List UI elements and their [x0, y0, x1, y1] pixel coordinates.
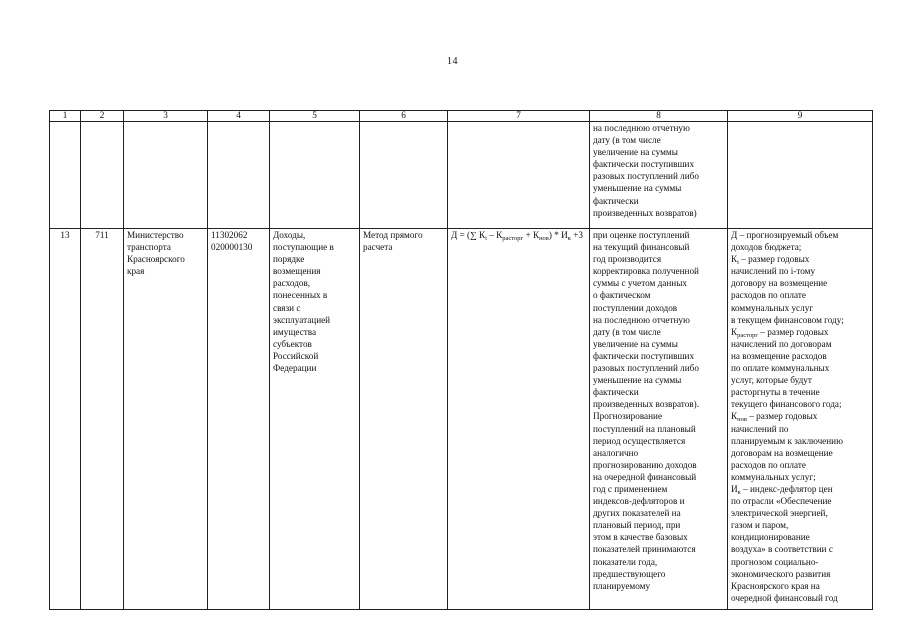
income-name-cell: Доходы, поступающие в порядке возмещения расходов, понесенных в связи с эксплуатацией имущества субъектов Российской Федерации — [270, 229, 360, 610]
column-number-row — [50, 111, 873, 122]
column-header: 4 — [208, 111, 270, 122]
table-cell — [81, 122, 124, 229]
legend-ik: – индекс-дефлятор цен по отрасли «Обеспечение электрической энергией, газом и паром, кондиционирование воздуха» в соответствии с прогнозом социально- экономического развития Красноярского края на очередной финансовый год — [731, 483, 838, 603]
column-header: 9 — [728, 111, 873, 122]
formula-subscript: нов — [539, 235, 549, 242]
formula-part: – К — [486, 230, 503, 240]
legend-kn: – размер годовых начислений по планируемым к заключению договорам на возмещение расходов по оплате коммунальных услуг; — [731, 411, 843, 482]
row-number-cell: 13 — [50, 229, 81, 610]
formula-subscript: i — [485, 235, 487, 242]
column-header: 8 — [590, 111, 728, 122]
legend-subscript: расторг — [737, 331, 759, 339]
formula-subscript: к — [567, 235, 571, 242]
page-number: 14 — [447, 56, 458, 67]
table-cell — [728, 122, 873, 229]
formula-cell — [448, 229, 590, 610]
legend-subscript: к — [737, 488, 741, 496]
table-cell — [208, 122, 270, 229]
income-forecast-table — [49, 110, 873, 610]
formula-part: Д = (∑ К — [451, 230, 486, 240]
column-header: 2 — [81, 111, 124, 122]
legend-symbol: К — [731, 254, 738, 265]
legend-subscript: нов — [737, 416, 747, 424]
administrator-cell: Министерство транспорта Красноярского края — [124, 229, 208, 610]
legend-d: Д – прогнозируемый объем доходов бюджета; — [731, 230, 839, 253]
table-cell — [360, 122, 448, 229]
column-header: 5 — [270, 111, 360, 122]
table-row — [50, 229, 873, 610]
table-cell — [50, 122, 81, 229]
legend-symbol: К — [731, 326, 738, 337]
table-cell — [448, 122, 590, 229]
formula-part: + К — [523, 230, 540, 240]
formula-subscript: расторг — [502, 235, 524, 242]
continuation-row — [50, 122, 873, 229]
formula-part: ) * И — [548, 230, 568, 240]
legend-ki: – размер годовых начислений по i-тому договору на возмещение расходов по оплате коммунальных услуг в текущем финансовом году; — [731, 254, 844, 325]
formula-part: +3 — [570, 230, 584, 240]
budget-code-cell: 11302062 020000130 — [208, 229, 270, 610]
table-cell — [124, 122, 208, 229]
column-header: 7 — [448, 111, 590, 122]
legend-kr: – размер годовых начислений по договорам на возмещение расходов по оплате коммунальных услуг, которые будут расторгнуты в течение текущего финансового года; — [731, 326, 842, 410]
column-header: 6 — [360, 111, 448, 122]
legend-symbol: К — [731, 411, 738, 422]
table-cell — [270, 122, 360, 229]
admin-code-cell: 711 — [81, 229, 124, 610]
variables-legend-cell — [728, 229, 873, 610]
forecast-description-cell: на последнюю отчетную дату (в том числе увеличение на суммы фактически поступивших разовых поступлений либо уменьшение на суммы фактически произведенных возвратов) — [590, 122, 728, 229]
legend-subscript: i — [737, 259, 739, 267]
method-cell: Метод прямого расчета — [360, 229, 448, 610]
column-header: 3 — [124, 111, 208, 122]
legend-symbol: И — [731, 483, 738, 494]
column-header: 1 — [50, 111, 81, 122]
forecast-description-cell: при оценке поступлений на текущий финансовый год производится корректировка полученной суммы с учетом данных о фактическом поступлении доходов на последнюю отчетную дату (в том числе увеличение на суммы фактически поступивших разовых поступлений либо уменьшение на суммы фактически произведенных возвратов). Прогнозирование поступлений на плановый период осуществляется аналогично прогнозированию доходов на очередной финансовый год с применением индексов-дефляторов и других показателей на плановый период, при этом в качестве базовых показателей принимаются показатели года, предшествующего планируемому — [590, 229, 728, 610]
